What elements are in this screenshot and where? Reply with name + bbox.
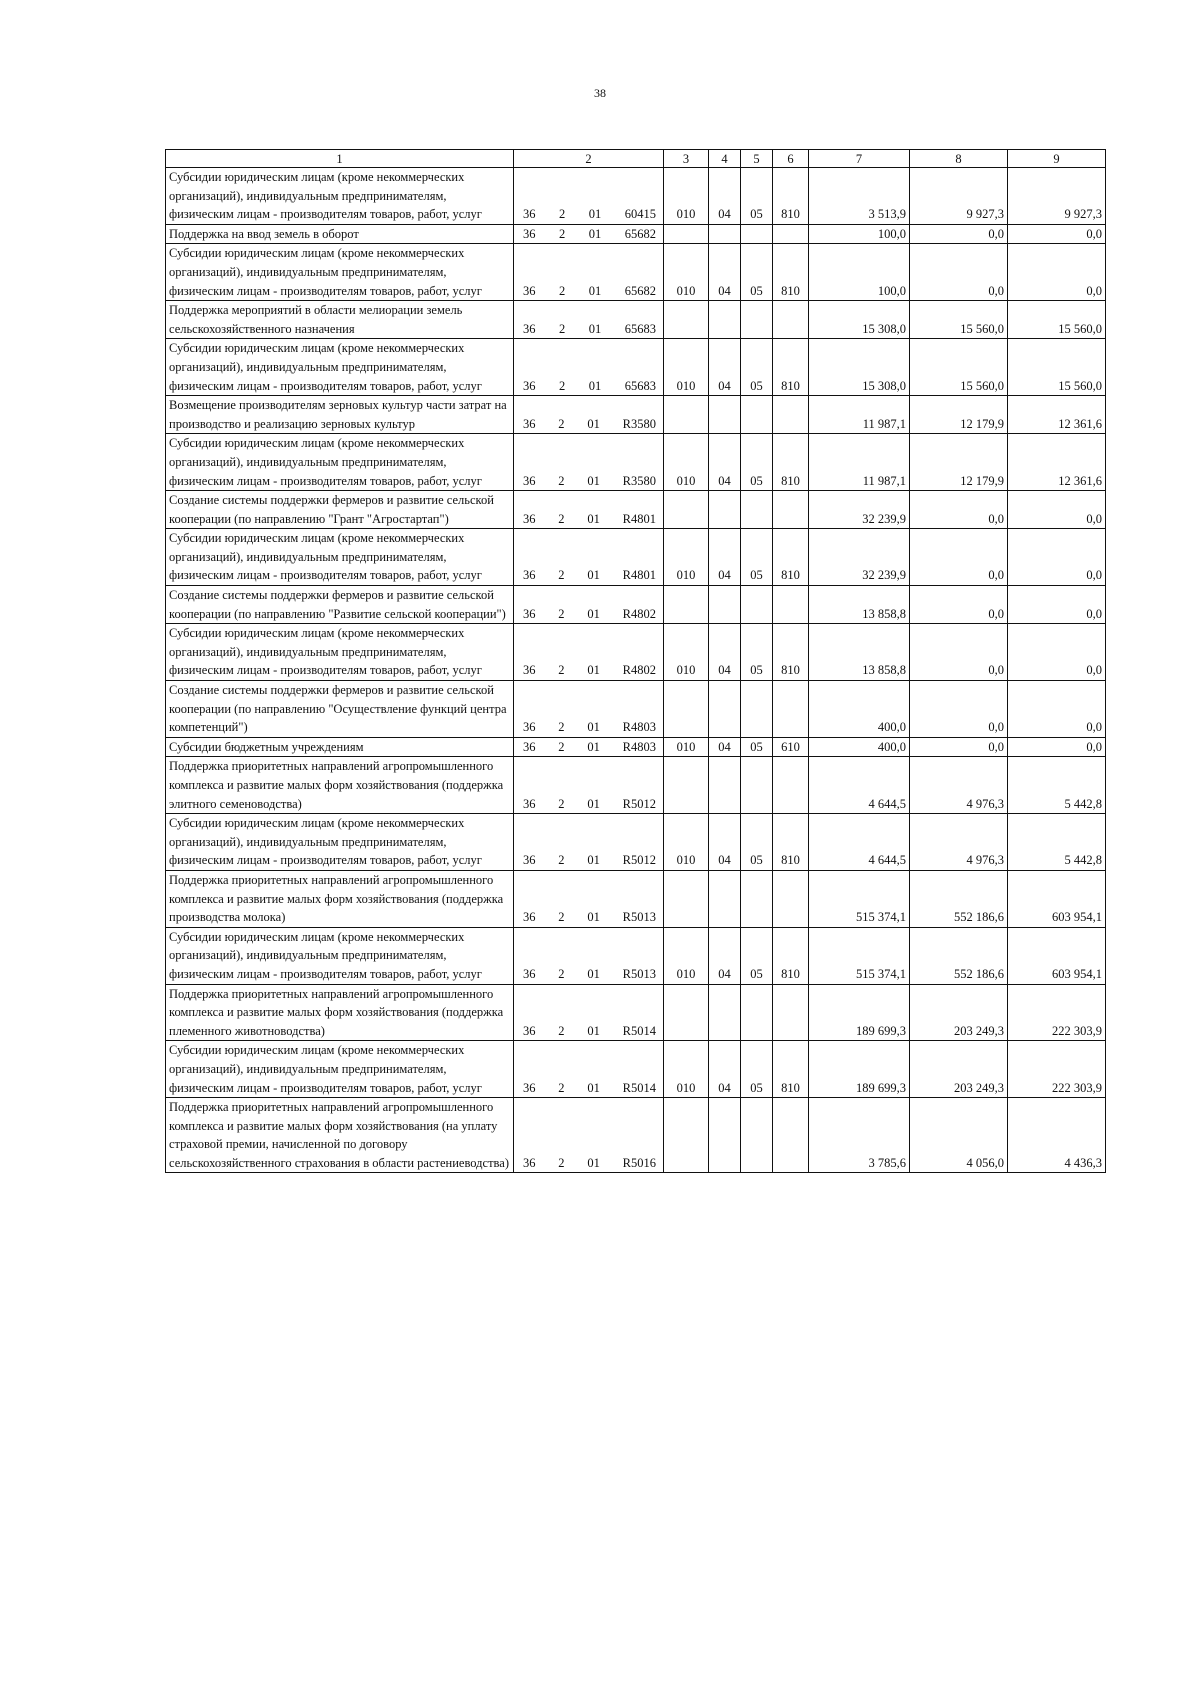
amount-col9-cell: 12 361,6: [1008, 396, 1106, 434]
section-code-cell: [709, 870, 741, 927]
subsection-code-cell: 05: [741, 737, 773, 757]
expense-type-cell: [773, 224, 809, 244]
table-row: [166, 757, 1106, 814]
ministry-code-cell: [664, 301, 709, 339]
ministry-code-cell: 010: [664, 737, 709, 757]
section-code-cell: [709, 491, 741, 529]
amount-col8-cell: 0,0: [910, 681, 1008, 738]
section-code-cell: 04: [709, 737, 741, 757]
expense-type-cell: 810: [773, 168, 809, 225]
program-code-cell: [514, 1098, 664, 1173]
expense-type-cell: [773, 984, 809, 1041]
amount-col7-cell: 4 644,5: [809, 814, 910, 871]
row-name-cell: Субсидии юридическим лицам (кроме некоммерческих организаций), индивидуальным предпринимателям, физическим лицам - производителям товаров, работ, услуг: [166, 529, 514, 586]
table-row: [166, 491, 1106, 529]
subsection-code-cell: [741, 586, 773, 624]
table-row: [166, 396, 1106, 434]
section-code-cell: 04: [709, 434, 741, 491]
expense-type-cell: [773, 396, 809, 434]
program-code-part: 36: [523, 606, 536, 621]
program-code-part: 36: [523, 663, 536, 678]
section-code-cell: [709, 396, 741, 434]
program-code-cell: [514, 529, 664, 586]
amount-col9-cell: 0,0: [1008, 737, 1106, 757]
subsection-code-cell: [741, 870, 773, 927]
program-code-part: 60415: [624, 207, 656, 222]
table-row: [166, 870, 1106, 927]
subsection-code-cell: 05: [741, 529, 773, 586]
amount-col7-cell: 15 308,0: [809, 301, 910, 339]
program-code-part: 36: [523, 796, 536, 811]
program-code-part: 01: [587, 511, 600, 526]
program-code-part: R5014: [622, 1080, 656, 1095]
program-code-part: R4801: [622, 511, 656, 526]
program-code-cell: [514, 757, 664, 814]
ministry-code-cell: [664, 681, 709, 738]
subsection-code-cell: 05: [741, 1041, 773, 1098]
program-code-part: 01: [587, 416, 600, 431]
header-cell: 3: [664, 150, 709, 168]
program-code-part: R5013: [622, 910, 656, 925]
program-code-part: 2: [558, 606, 565, 621]
program-code-cell: [514, 434, 664, 491]
amount-col7-cell: 189 699,3: [809, 984, 910, 1041]
amount-col9-cell: 15 560,0: [1008, 339, 1106, 396]
program-code-part: R5012: [622, 853, 656, 868]
expense-type-cell: [773, 586, 809, 624]
subsection-code-cell: 05: [741, 339, 773, 396]
table-row: [166, 529, 1106, 586]
ministry-code-cell: 010: [664, 1041, 709, 1098]
row-name-cell: Возмещение производителям зерновых культур части затрат на производство и реализацию зерновых культур: [166, 396, 514, 434]
program-code-part: R4801: [622, 568, 656, 583]
program-code-part: 36: [523, 511, 536, 526]
amount-col8-cell: 4 976,3: [910, 757, 1008, 814]
program-code-part: 2: [558, 1155, 565, 1170]
program-code-part: R5016: [622, 1155, 656, 1170]
program-code-part: 2: [559, 207, 566, 222]
program-code-part: R5013: [622, 966, 656, 981]
header-cell: 2: [514, 150, 664, 168]
header-cell: 5: [741, 150, 773, 168]
subsection-code-cell: 05: [741, 434, 773, 491]
row-name-cell: Создание системы поддержки фермеров и развитие сельской кооперации (по направлению "Осуществление функций центра компетенций"): [166, 681, 514, 738]
amount-col8-cell: 4 056,0: [910, 1098, 1008, 1173]
program-code-cell: [514, 586, 664, 624]
row-name-cell: Субсидии юридическим лицам (кроме некоммерческих организаций), индивидуальным предпринимателям, физическим лицам - производителям товаров, работ, услуг: [166, 927, 514, 984]
program-code-part: 01: [587, 1023, 600, 1038]
program-code-part: 01: [587, 739, 600, 754]
program-code-part: 01: [588, 226, 602, 241]
ministry-code-cell: [664, 1098, 709, 1173]
subsection-code-cell: [741, 1098, 773, 1173]
ministry-code-cell: 010: [664, 624, 709, 681]
amount-col8-cell: 4 976,3: [910, 814, 1008, 871]
program-code-part: R4803: [622, 720, 656, 735]
program-code-part: 2: [558, 416, 565, 431]
amount-col7-cell: 100,0: [809, 244, 910, 301]
subsection-code-cell: [741, 491, 773, 529]
ministry-code-cell: 010: [664, 529, 709, 586]
program-code-cell: [514, 301, 664, 339]
section-code-cell: [709, 586, 741, 624]
program-code-part: 36: [523, 1080, 536, 1095]
subsection-code-cell: [741, 396, 773, 434]
amount-col9-cell: 0,0: [1008, 681, 1106, 738]
program-code-part: 01: [588, 321, 602, 336]
subsection-code-cell: 05: [741, 168, 773, 225]
amount-col8-cell: 552 186,6: [910, 870, 1008, 927]
expense-type-cell: [773, 491, 809, 529]
program-code-part: 01: [588, 283, 602, 298]
amount-col8-cell: 0,0: [910, 491, 1008, 529]
expense-type-cell: [773, 681, 809, 738]
subsection-code-cell: [741, 757, 773, 814]
amount-col9-cell: 0,0: [1008, 244, 1106, 301]
program-code-part: 36: [523, 283, 536, 298]
section-code-cell: 04: [709, 814, 741, 871]
amount-col8-cell: 12 179,9: [910, 396, 1008, 434]
program-code-part: 36: [523, 853, 536, 868]
table-row: [166, 737, 1106, 757]
row-name-cell: Поддержка на ввод земель в оборот: [166, 224, 514, 244]
amount-col8-cell: 0,0: [910, 586, 1008, 624]
amount-col9-cell: 15 560,0: [1008, 301, 1106, 339]
amount-col8-cell: 0,0: [910, 244, 1008, 301]
program-code-part: 65683: [624, 321, 656, 336]
amount-col9-cell: 222 303,9: [1008, 1041, 1106, 1098]
expense-type-cell: 810: [773, 927, 809, 984]
expense-type-cell: [773, 757, 809, 814]
program-code-part: 2: [558, 739, 565, 754]
ministry-code-cell: [664, 984, 709, 1041]
amount-col7-cell: 3 785,6: [809, 1098, 910, 1173]
program-code-part: R4802: [622, 663, 656, 678]
amount-col7-cell: 4 644,5: [809, 757, 910, 814]
program-code-part: 2: [558, 853, 565, 868]
row-name-cell: Субсидии юридическим лицам (кроме некоммерческих организаций), индивидуальным предпринимателям, физическим лицам - производителям товаров, работ, услуг: [166, 624, 514, 681]
program-code-part: 36: [523, 1155, 536, 1170]
expense-type-cell: 810: [773, 529, 809, 586]
amount-col8-cell: 0,0: [910, 529, 1008, 586]
program-code-cell: [514, 927, 664, 984]
section-code-cell: 04: [709, 339, 741, 396]
program-code-cell: [514, 1041, 664, 1098]
ministry-code-cell: [664, 491, 709, 529]
row-name-cell: Субсидии юридическим лицам (кроме некоммерческих организаций), индивидуальным предпринимателям, физическим лицам - производителям товаров, работ, услуг: [166, 244, 514, 301]
program-code-part: 2: [558, 663, 565, 678]
program-code-part: R3580: [622, 416, 656, 431]
table-row: [166, 1098, 1106, 1173]
row-name-cell: Поддержка приоритетных направлений агропромышленного комплекса и развитие малых форм хозяйствования (на уплату страховой премии, начисленной по договору сельскохозяйственного страхования в области растениеводства): [166, 1098, 514, 1173]
subsection-code-cell: 05: [741, 927, 773, 984]
amount-col8-cell: 9 927,3: [910, 168, 1008, 225]
ministry-code-cell: [664, 224, 709, 244]
program-code-part: R4802: [622, 606, 656, 621]
ministry-code-cell: 010: [664, 927, 709, 984]
program-code-part: 2: [558, 720, 565, 735]
expense-type-cell: 810: [773, 244, 809, 301]
amount-col7-cell: 515 374,1: [809, 927, 910, 984]
program-code-part: 65682: [624, 283, 656, 298]
program-code-part: 2: [559, 226, 566, 241]
row-name-cell: Создание системы поддержки фермеров и развитие сельской кооперации (по направлению "Развитие сельской кооперации"): [166, 586, 514, 624]
amount-col9-cell: 0,0: [1008, 624, 1106, 681]
program-code-part: 2: [559, 283, 566, 298]
subsection-code-cell: 05: [741, 814, 773, 871]
program-code-part: R5012: [622, 796, 656, 811]
program-code-part: 01: [588, 207, 602, 222]
table-row: [166, 339, 1106, 396]
row-name-cell: Поддержка мероприятий в области мелиорации земель сельскохозяйственного назначения: [166, 301, 514, 339]
table-row: [166, 1041, 1106, 1098]
row-name-cell: Поддержка приоритетных направлений агропромышленного комплекса и развитие малых форм хозяйствования (поддержка племенного животноводства): [166, 984, 514, 1041]
row-name-cell: Субсидии юридическим лицам (кроме некоммерческих организаций), индивидуальным предпринимателям, физическим лицам - производителям товаров, работ, услуг: [166, 1041, 514, 1098]
section-code-cell: 04: [709, 244, 741, 301]
program-code-part: R3580: [622, 473, 656, 488]
program-code-cell: [514, 681, 664, 738]
table-row: [166, 624, 1106, 681]
table-header-row: [166, 150, 1106, 168]
program-code-part: 01: [587, 720, 600, 735]
ministry-code-cell: 010: [664, 339, 709, 396]
expense-type-cell: 810: [773, 339, 809, 396]
subsection-code-cell: 05: [741, 244, 773, 301]
section-code-cell: [709, 301, 741, 339]
amount-col9-cell: 9 927,3: [1008, 168, 1106, 225]
program-code-cell: [514, 814, 664, 871]
amount-col7-cell: 32 239,9: [809, 491, 910, 529]
subsection-code-cell: [741, 984, 773, 1041]
program-code-part: 36: [523, 416, 536, 431]
expense-type-cell: 810: [773, 814, 809, 871]
expense-type-cell: 810: [773, 1041, 809, 1098]
program-code-cell: [514, 984, 664, 1041]
program-code-part: 2: [558, 511, 565, 526]
program-code-part: 36: [523, 568, 536, 583]
ministry-code-cell: [664, 396, 709, 434]
program-code-part: 2: [559, 378, 566, 393]
subsection-code-cell: [741, 224, 773, 244]
amount-col8-cell: 0,0: [910, 224, 1008, 244]
program-code-part: 36: [523, 226, 536, 241]
header-cell: 4: [709, 150, 741, 168]
ministry-code-cell: [664, 757, 709, 814]
program-code-part: 01: [587, 910, 600, 925]
program-code-part: 2: [559, 321, 566, 336]
table-row: [166, 168, 1106, 225]
program-code-part: 36: [523, 207, 536, 222]
section-code-cell: 04: [709, 1041, 741, 1098]
ministry-code-cell: [664, 586, 709, 624]
table-row: [166, 681, 1106, 738]
expense-type-cell: 810: [773, 624, 809, 681]
program-code-cell: [514, 870, 664, 927]
expense-type-cell: [773, 870, 809, 927]
amount-col7-cell: 11 987,1: [809, 434, 910, 491]
program-code-part: 2: [558, 796, 565, 811]
program-code-cell: [514, 491, 664, 529]
program-code-part: 01: [587, 568, 600, 583]
program-code-part: 01: [587, 1155, 600, 1170]
amount-col9-cell: 5 442,8: [1008, 814, 1106, 871]
amount-col9-cell: 222 303,9: [1008, 984, 1106, 1041]
amount-col9-cell: 603 954,1: [1008, 927, 1106, 984]
section-code-cell: [709, 757, 741, 814]
program-code-cell: [514, 168, 664, 225]
program-code-part: 2: [558, 1080, 565, 1095]
amount-col7-cell: 3 513,9: [809, 168, 910, 225]
program-code-part: 36: [523, 378, 536, 393]
amount-col9-cell: 4 436,3: [1008, 1098, 1106, 1173]
amount-col7-cell: 15 308,0: [809, 339, 910, 396]
section-code-cell: 04: [709, 529, 741, 586]
section-code-cell: [709, 984, 741, 1041]
header-cell: 7: [809, 150, 910, 168]
header-cell: 9: [1008, 150, 1106, 168]
amount-col7-cell: 32 239,9: [809, 529, 910, 586]
amount-col7-cell: 13 858,8: [809, 624, 910, 681]
header-cell: 8: [910, 150, 1008, 168]
program-code-part: 36: [523, 739, 536, 754]
program-code-cell: [514, 244, 664, 301]
ministry-code-cell: 010: [664, 168, 709, 225]
program-code-part: 01: [587, 796, 600, 811]
table-row: [166, 984, 1106, 1041]
table-row: [166, 244, 1106, 301]
ministry-code-cell: 010: [664, 814, 709, 871]
amount-col8-cell: 203 249,3: [910, 984, 1008, 1041]
program-code-part: 65682: [624, 226, 656, 241]
amount-col9-cell: 12 361,6: [1008, 434, 1106, 491]
budget-table: [165, 149, 1106, 1173]
ministry-code-cell: [664, 870, 709, 927]
program-code-part: 2: [558, 568, 565, 583]
program-code-part: 01: [587, 473, 600, 488]
page-number: 38: [594, 86, 606, 100]
amount-col9-cell: 0,0: [1008, 529, 1106, 586]
section-code-cell: 04: [709, 624, 741, 681]
row-name-cell: Субсидии бюджетным учреждениям: [166, 737, 514, 757]
amount-col7-cell: 515 374,1: [809, 870, 910, 927]
row-name-cell: Поддержка приоритетных направлений агропромышленного комплекса и развитие малых форм хозяйствования (поддержка элитного семеноводства): [166, 757, 514, 814]
section-code-cell: 04: [709, 927, 741, 984]
program-code-cell: [514, 224, 664, 244]
amount-col7-cell: 13 858,8: [809, 586, 910, 624]
amount-col8-cell: 12 179,9: [910, 434, 1008, 491]
program-code-part: 2: [558, 910, 565, 925]
amount-col9-cell: 5 442,8: [1008, 757, 1106, 814]
program-code-part: 36: [523, 1023, 536, 1038]
amount-col8-cell: 552 186,6: [910, 927, 1008, 984]
row-name-cell: Субсидии юридическим лицам (кроме некоммерческих организаций), индивидуальным предпринимателям, физическим лицам - производителям товаров, работ, услуг: [166, 434, 514, 491]
program-code-part: 01: [587, 663, 600, 678]
program-code-part: 65683: [624, 378, 656, 393]
program-code-part: 36: [523, 720, 536, 735]
amount-col8-cell: 15 560,0: [910, 301, 1008, 339]
section-code-cell: 04: [709, 168, 741, 225]
program-code-part: 36: [523, 966, 536, 981]
program-code-part: 01: [588, 378, 602, 393]
program-code-part: 36: [523, 473, 536, 488]
program-code-cell: [514, 396, 664, 434]
program-code-cell: [514, 339, 664, 396]
amount-col8-cell: 0,0: [910, 624, 1008, 681]
expense-type-cell: [773, 1098, 809, 1173]
table-row: [166, 586, 1106, 624]
program-code-part: R5014: [622, 1023, 656, 1038]
table-row: [166, 434, 1106, 491]
amount-col7-cell: 400,0: [809, 737, 910, 757]
program-code-part: 01: [587, 1080, 600, 1095]
program-code-cell: [514, 737, 664, 757]
subsection-code-cell: [741, 301, 773, 339]
table-row: [166, 301, 1106, 339]
amount-col9-cell: 0,0: [1008, 586, 1106, 624]
ministry-code-cell: 010: [664, 244, 709, 301]
program-code-part: 36: [523, 910, 536, 925]
amount-col9-cell: 0,0: [1008, 491, 1106, 529]
amount-col7-cell: 400,0: [809, 681, 910, 738]
table-row: [166, 814, 1106, 871]
program-code-part: 01: [587, 966, 600, 981]
amount-col9-cell: 603 954,1: [1008, 870, 1106, 927]
row-name-cell: Поддержка приоритетных направлений агропромышленного комплекса и развитие малых форм хозяйствования (поддержка производства молока): [166, 870, 514, 927]
program-code-part: 01: [587, 853, 600, 868]
program-code-part: 2: [558, 1023, 565, 1038]
amount-col8-cell: 203 249,3: [910, 1041, 1008, 1098]
amount-col7-cell: 11 987,1: [809, 396, 910, 434]
row-name-cell: Субсидии юридическим лицам (кроме некоммерческих организаций), индивидуальным предпринимателям, физическим лицам - производителям товаров, работ, услуг: [166, 168, 514, 225]
program-code-part: R4803: [622, 739, 656, 754]
header-cell: 6: [773, 150, 809, 168]
program-code-part: 36: [523, 321, 536, 336]
program-code-part: 2: [558, 966, 565, 981]
section-code-cell: [709, 681, 741, 738]
row-name-cell: Субсидии юридическим лицам (кроме некоммерческих организаций), индивидуальным предпринимателям, физическим лицам - производителям товаров, работ, услуг: [166, 814, 514, 871]
table-row: [166, 224, 1106, 244]
table-row: [166, 927, 1106, 984]
expense-type-cell: 810: [773, 434, 809, 491]
subsection-code-cell: 05: [741, 624, 773, 681]
amount-col9-cell: 0,0: [1008, 224, 1106, 244]
section-code-cell: [709, 1098, 741, 1173]
program-code-part: 2: [558, 473, 565, 488]
expense-type-cell: 610: [773, 737, 809, 757]
section-code-cell: [709, 224, 741, 244]
ministry-code-cell: 010: [664, 434, 709, 491]
amount-col8-cell: 15 560,0: [910, 339, 1008, 396]
amount-col7-cell: 100,0: [809, 224, 910, 244]
amount-col8-cell: 0,0: [910, 737, 1008, 757]
amount-col7-cell: 189 699,3: [809, 1041, 910, 1098]
row-name-cell: Создание системы поддержки фермеров и развитие сельской кооперации (по направлению "Грант "Агростартап"): [166, 491, 514, 529]
row-name-cell: Субсидии юридическим лицам (кроме некоммерческих организаций), индивидуальным предпринимателям, физическим лицам - производителям товаров, работ, услуг: [166, 339, 514, 396]
program-code-cell: [514, 624, 664, 681]
program-code-part: 01: [587, 606, 600, 621]
expense-type-cell: [773, 301, 809, 339]
header-cell: 1: [166, 150, 514, 168]
subsection-code-cell: [741, 681, 773, 738]
